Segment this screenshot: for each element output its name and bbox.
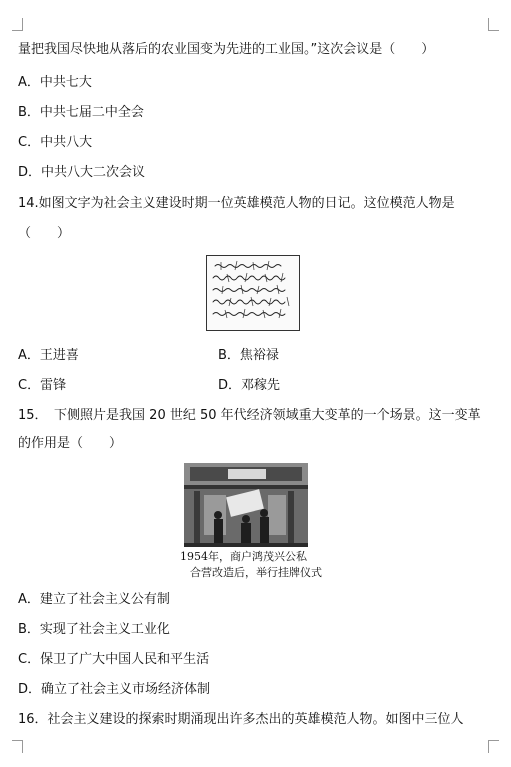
q13-option-b[interactable]: B．中共七届二中全会 [18, 105, 144, 120]
diary-handwriting-image [206, 255, 300, 331]
crop-mark-bottom-right [488, 740, 499, 753]
q14-stem-line2: （ ） [18, 226, 71, 241]
q14-option-a[interactable]: A．王进喜 [18, 348, 79, 363]
crop-mark-top-left [12, 18, 23, 31]
q15-stem-line1: 15． 下侧照片是我国 20 世纪 50 年代经济领域重大变革的一个场景。这一变革 [18, 408, 481, 423]
q15-option-b[interactable]: B．实现了社会主义工业化 [18, 622, 170, 637]
handwriting-illustration [207, 256, 299, 330]
q13-stem: 量把我国尽快地从落后的农业国变为先进的工业国。”这次会议是（ ） [18, 42, 435, 57]
photo-caption-line1: 1954年，商户鸿茂兴公私 [180, 550, 307, 563]
q14-option-d[interactable]: D．邓稼先 [218, 378, 281, 393]
photo-caption-line2: 合营改造后，举行挂牌仪式 [190, 566, 322, 579]
q13-option-d[interactable]: D．中共八大二次会议 [18, 165, 146, 180]
q16-stem-line1: 16．社会主义建设的探索时期涌现出许多杰出的英雄模范人物。如图中三位人 [18, 712, 464, 727]
crop-mark-top-right [488, 18, 499, 31]
crop-mark-bottom-left [12, 740, 23, 753]
q15-option-d[interactable]: D．确立了社会主义市场经济体制 [18, 682, 211, 697]
q14-option-b[interactable]: B．焦裕禄 [218, 348, 279, 363]
q13-option-a[interactable]: A．中共七大 [18, 75, 92, 90]
ceremony-photo [184, 463, 308, 547]
q15-option-a[interactable]: A．建立了社会主义公有制 [18, 592, 170, 607]
ceremony-photo-illustration [184, 463, 308, 547]
q14-stem-line1: 14.如图文字为社会主义建设时期一位英雄模范人物的日记。这位模范人物是 [18, 196, 455, 211]
q14-option-c[interactable]: C．雷锋 [18, 378, 67, 393]
q15-option-c[interactable]: C．保卫了广大中国人民和平生活 [18, 652, 210, 667]
q13-option-c[interactable]: C．中共八大 [18, 135, 93, 150]
q15-stem-line2: 的作用是（ ） [18, 436, 123, 451]
